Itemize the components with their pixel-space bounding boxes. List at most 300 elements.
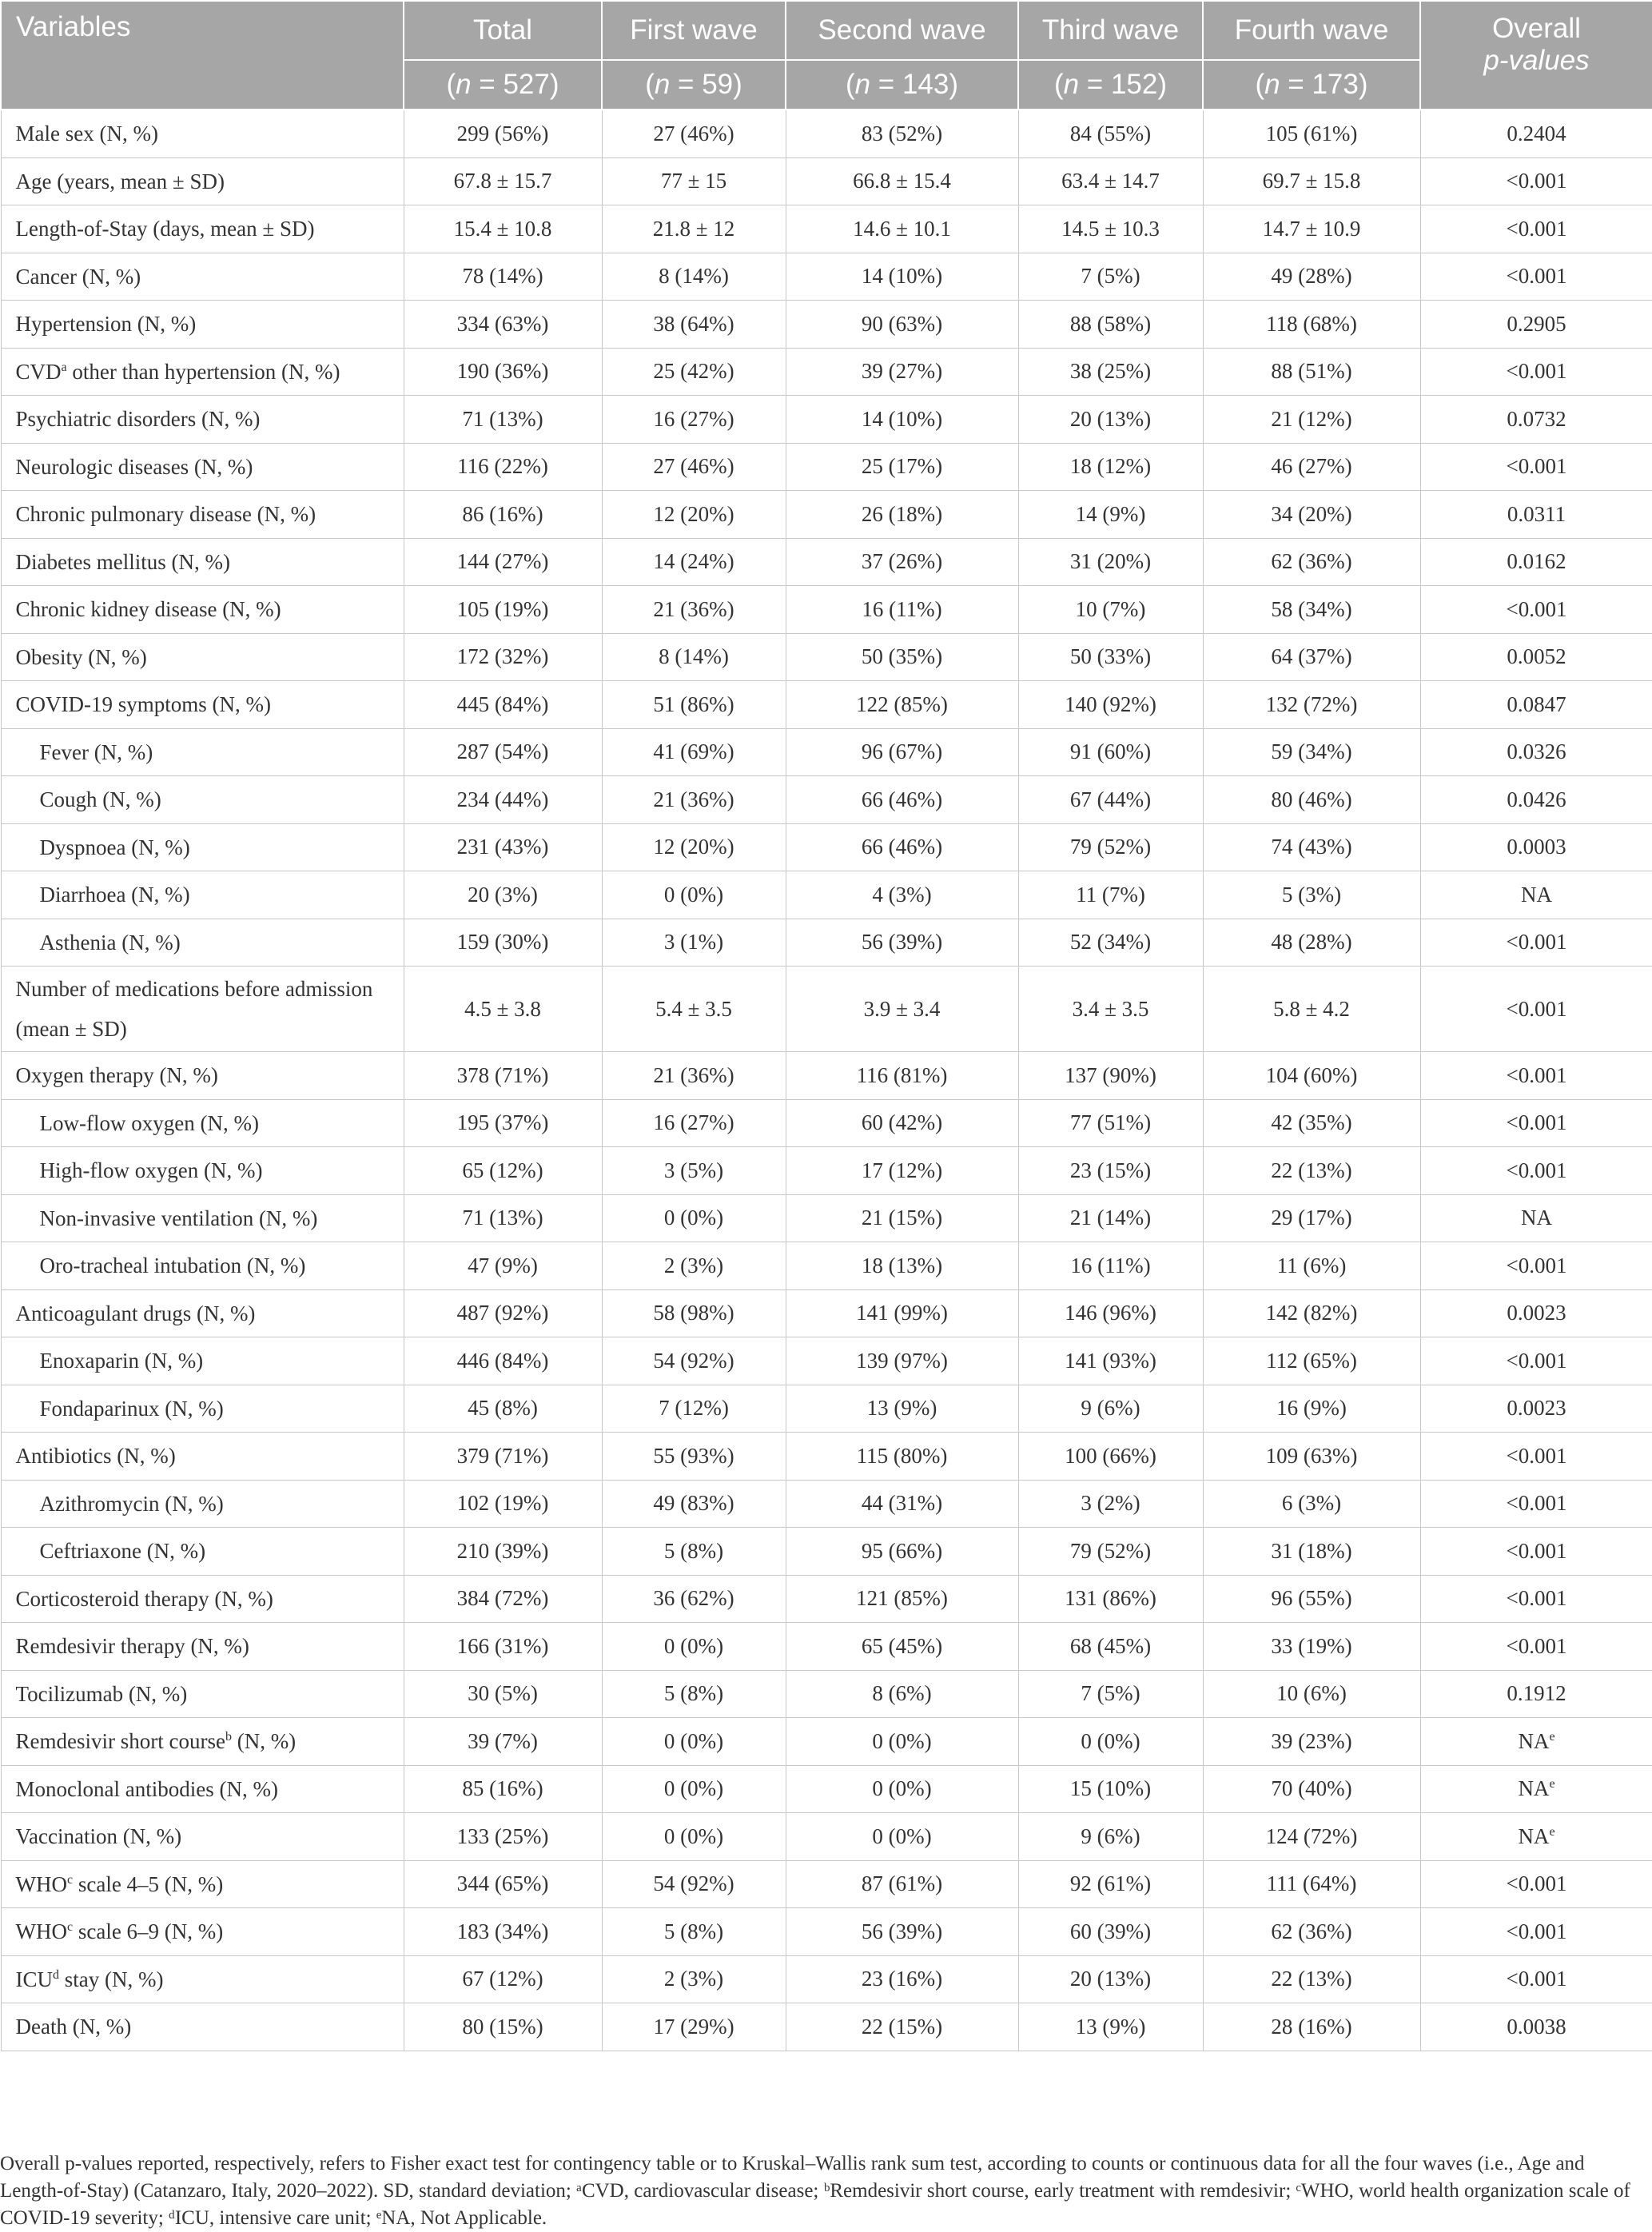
row-label-text: scale 4–5 (N, %) <box>73 1871 224 1896</box>
cell-fourth-wave-value: 42 (35%) <box>1271 1110 1352 1135</box>
cell-third-wave-value: 79 (52%) <box>1069 835 1152 859</box>
cell-total <box>404 776 602 824</box>
cell-total-value: 102 (19%) <box>456 1491 549 1516</box>
cell-p-value <box>1420 919 1652 967</box>
cell-total <box>404 1289 602 1337</box>
cell-third-wave <box>1018 681 1203 729</box>
row-label-text: Male sex (N, %) <box>15 122 158 146</box>
table-row <box>1 301 1652 349</box>
cell-p-value-value: NA <box>1521 882 1552 907</box>
cell-second-wave-value: 66 (46%) <box>861 787 943 811</box>
footnote-marker: e <box>1549 1729 1555 1744</box>
table-row <box>1 348 1652 396</box>
cell-p-value <box>1420 967 1652 1052</box>
cell-p-value <box>1420 110 1652 157</box>
cell-p-value-value: 0.0732 <box>1507 406 1566 431</box>
cell-third-wave <box>1018 633 1203 681</box>
table-row <box>1 1765 1652 1813</box>
cell-total-value: 116 (22%) <box>457 454 548 479</box>
row-label-text: Psychiatric disorders (N, %) <box>15 407 261 432</box>
cell-first-wave-value: 2 (3%) <box>663 1253 724 1277</box>
cell-p-value <box>1420 538 1652 586</box>
cell-third-wave <box>1018 396 1203 444</box>
cell-p-value-value: 0.0038 <box>1507 2014 1566 2039</box>
cell-fourth-wave-value: 5 (3%) <box>1281 882 1342 907</box>
cell-fourth-wave-value: 11 (6%) <box>1276 1253 1347 1277</box>
cell-first-wave-value: 54 (92%) <box>653 1871 734 1896</box>
cell-first-wave-value: 38 (64%) <box>653 311 734 336</box>
row-label-text: Neurologic diseases (N, %) <box>15 454 253 479</box>
cell-p-value-value: <0.001 <box>1506 454 1567 479</box>
row-label <box>1 1670 404 1718</box>
cell-p-value-value: 0.0162 <box>1507 549 1566 574</box>
cell-p-value <box>1420 157 1652 205</box>
cell-p-value <box>1420 1052 1652 1100</box>
cell-second-wave-value: 116 (81%) <box>856 1062 948 1087</box>
row-label-text: Ceftriaxone (N, %) <box>39 1539 206 1564</box>
row-label-text: Chronic kidney disease (N, %) <box>15 597 281 622</box>
cell-second-wave <box>786 1718 1018 1766</box>
cell-first-wave <box>602 776 786 824</box>
cell-third-wave-value: 13 (9%) <box>1075 2014 1146 2039</box>
cell-first-wave <box>602 538 786 586</box>
cell-fourth-wave <box>1203 1433 1420 1481</box>
table-row <box>1 871 1652 919</box>
cell-fourth-wave-value: 16 (9%) <box>1276 1396 1347 1421</box>
cell-third-wave-value: 141 (93%) <box>1065 1348 1156 1373</box>
cell-third-wave <box>1018 1718 1203 1766</box>
cell-total-value: 445 (84%) <box>456 692 549 716</box>
cell-total-value: 105 (19%) <box>456 596 549 621</box>
cell-total-value: 379 (71%) <box>456 1443 549 1468</box>
cell-total-value: 71 (13%) <box>462 406 543 431</box>
cell-p-value-value: 0.0426 <box>1507 787 1566 811</box>
cell-first-wave-value: 21.8 ± 12 <box>652 216 735 241</box>
cell-first-wave-value: 7 (12%) <box>659 1396 729 1421</box>
cell-second-wave <box>786 110 1018 157</box>
cell-third-wave-value: 137 (90%) <box>1065 1062 1156 1087</box>
cell-fourth-wave <box>1203 1575 1420 1623</box>
cell-total <box>404 1385 602 1433</box>
cell-fourth-wave-value: 14.7 ± 10.9 <box>1262 216 1361 241</box>
row-label-text: Length-of-Stay (days, mean ± SD) <box>15 217 315 241</box>
cell-total <box>404 967 602 1052</box>
cell-fourth-wave-value: 112 (65%) <box>1266 1348 1357 1373</box>
row-label-text: Cough (N, %) <box>39 787 161 812</box>
cell-second-wave-value: 139 (97%) <box>856 1348 948 1373</box>
row-label <box>1 348 404 396</box>
footnote-marker: b <box>225 1730 232 1744</box>
cell-third-wave <box>1018 586 1203 634</box>
cell-p-value <box>1420 1670 1652 1718</box>
cell-second-wave <box>786 157 1018 205</box>
cell-p-value <box>1420 491 1652 539</box>
cell-fourth-wave-value: 109 (63%) <box>1265 1443 1358 1468</box>
table-row <box>1 157 1652 205</box>
cell-second-wave-value: 18 (13%) <box>861 1253 943 1277</box>
cell-second-wave-value: 0 (0%) <box>872 1776 932 1801</box>
cell-second-wave <box>786 205 1018 253</box>
cell-p-value-value: <0.001 <box>1506 1253 1567 1277</box>
cell-p-value-value: <0.001 <box>1506 1967 1567 1991</box>
cell-p-value-value: <0.001 <box>1506 1871 1567 1896</box>
cell-third-wave <box>1018 871 1203 919</box>
cell-third-wave-value: 21 (14%) <box>1069 1206 1152 1230</box>
cell-first-wave-value: 14 (24%) <box>653 549 734 574</box>
cell-fourth-wave-value: 118 (68%) <box>1266 311 1357 336</box>
cell-fourth-wave <box>1203 681 1420 729</box>
cell-p-value <box>1420 2003 1652 2051</box>
cell-p-value <box>1420 633 1652 681</box>
cell-second-wave <box>786 1765 1018 1813</box>
cell-p-value-value: 0.2404 <box>1507 121 1566 145</box>
row-label <box>1 491 404 539</box>
cell-fourth-wave <box>1203 1623 1420 1671</box>
cell-first-wave-value: 27 (46%) <box>653 454 734 479</box>
cell-second-wave-value: 0 (0%) <box>872 1823 932 1848</box>
cell-total-value: 80 (15%) <box>462 2014 543 2039</box>
cell-third-wave <box>1018 2003 1203 2051</box>
table-row <box>1 110 1652 157</box>
row-label-text: Oro-tracheal intubation (N, %) <box>39 1254 306 1278</box>
cell-p-value-value: 0.0326 <box>1507 739 1566 764</box>
cell-second-wave-value: 87 (61%) <box>861 1871 943 1896</box>
cell-third-wave <box>1018 1147 1203 1195</box>
cell-first-wave <box>602 1480 786 1528</box>
cell-first-wave-value: 2 (3%) <box>663 1967 724 1991</box>
cell-p-value-value: <0.001 <box>1506 169 1567 193</box>
n-value: 152 <box>1110 69 1158 100</box>
cell-first-wave <box>602 1908 786 1956</box>
n-value: 527 <box>503 69 550 100</box>
cell-third-wave-value: 0 (0%) <box>1081 1728 1140 1753</box>
cell-first-wave-value: 51 (86%) <box>653 692 734 716</box>
cell-first-wave <box>602 633 786 681</box>
cell-first-wave <box>602 1813 786 1861</box>
cell-fourth-wave <box>1203 823 1420 871</box>
cell-first-wave-value: 0 (0%) <box>663 1776 724 1801</box>
row-label <box>1 776 404 824</box>
cell-p-value <box>1420 205 1652 253</box>
cell-p-value <box>1420 1385 1652 1433</box>
cell-p-value <box>1420 1433 1652 1481</box>
cell-p-value <box>1420 1337 1652 1385</box>
cell-second-wave <box>786 823 1018 871</box>
header-third-wave: Third wave <box>1018 1 1203 60</box>
cell-fourth-wave-value: 33 (19%) <box>1271 1633 1352 1658</box>
row-label <box>1 1099 404 1147</box>
header-n-wave1: (n = 59) <box>602 60 786 110</box>
cell-total <box>404 1480 602 1528</box>
row-label <box>1 1194 404 1242</box>
cell-p-value <box>1420 253 1652 301</box>
cell-total <box>404 681 602 729</box>
cell-third-wave <box>1018 1528 1203 1576</box>
cell-p-value-value: NA <box>1518 1776 1550 1801</box>
header-overall-p-values <box>1420 1 1652 110</box>
cell-third-wave-value: 84 (55%) <box>1069 121 1152 145</box>
cell-second-wave-value: 14.6 ± 10.1 <box>853 216 951 241</box>
footnote-marker: c <box>66 1920 74 1935</box>
cell-first-wave <box>602 728 786 776</box>
cell-second-wave <box>786 491 1018 539</box>
cell-fourth-wave <box>1203 2003 1420 2051</box>
cell-p-value <box>1420 1528 1652 1576</box>
cell-fourth-wave-value: 105 (61%) <box>1265 121 1358 145</box>
cell-second-wave <box>786 1433 1018 1481</box>
cell-second-wave <box>786 681 1018 729</box>
table-row <box>1 538 1652 586</box>
cell-p-value-value: <0.001 <box>1506 216 1567 241</box>
cell-p-value-value: <0.001 <box>1506 1919 1567 1943</box>
cell-second-wave-value: 60 (42%) <box>861 1110 943 1135</box>
table-row <box>1 633 1652 681</box>
row-label <box>1 301 404 349</box>
cell-third-wave-value: 18 (12%) <box>1069 454 1152 479</box>
table-row <box>1 396 1652 444</box>
cell-second-wave <box>786 1289 1018 1337</box>
cell-fourth-wave <box>1203 967 1420 1052</box>
table-row <box>1 491 1652 539</box>
row-label <box>1 157 404 205</box>
cell-total-value: 299 (56%) <box>456 121 549 145</box>
table-row <box>1 205 1652 253</box>
cell-first-wave <box>602 823 786 871</box>
cell-third-wave <box>1018 1623 1203 1671</box>
cell-second-wave-value: 16 (11%) <box>862 596 942 621</box>
cell-first-wave <box>602 1052 786 1100</box>
cell-third-wave <box>1018 1670 1203 1718</box>
n-value: 59 <box>702 69 734 100</box>
cell-first-wave <box>602 301 786 349</box>
cell-second-wave-value: 3.9 ± 3.4 <box>863 996 941 1021</box>
cell-total-value: 190 (36%) <box>456 359 549 384</box>
cell-second-wave <box>786 1955 1018 2003</box>
cell-second-wave <box>786 1528 1018 1576</box>
table-row <box>1 1433 1652 1481</box>
cell-fourth-wave-value: 69.7 ± 15.8 <box>1262 169 1361 193</box>
cell-fourth-wave <box>1203 1528 1420 1576</box>
header-fourth-wave: Fourth wave <box>1203 1 1420 60</box>
cell-p-value <box>1420 1289 1652 1337</box>
row-label <box>1 1908 404 1956</box>
cell-total <box>404 633 602 681</box>
table-row <box>1 1860 1652 1908</box>
cell-third-wave-value: 60 (39%) <box>1069 1919 1152 1943</box>
cell-second-wave <box>786 776 1018 824</box>
cell-total-value: 71 (13%) <box>462 1206 543 1230</box>
table-row <box>1 1052 1652 1100</box>
cell-first-wave-value: 5 (8%) <box>663 1681 724 1706</box>
cell-second-wave-value: 13 (9%) <box>866 1396 937 1421</box>
cell-third-wave <box>1018 1337 1203 1385</box>
footnote-marker: a <box>61 360 67 374</box>
cell-second-wave <box>786 301 1018 349</box>
row-label <box>1 443 404 491</box>
cell-total-value: 67 (12%) <box>462 1967 543 1991</box>
table-row <box>1 1670 1652 1718</box>
row-label-text: Diabetes mellitus (N, %) <box>15 549 230 574</box>
cell-p-value <box>1420 1242 1652 1290</box>
cell-second-wave-value: 122 (85%) <box>856 692 948 716</box>
cell-total-value: 334 (63%) <box>456 311 549 336</box>
table-header <box>1 1 1652 110</box>
cell-first-wave <box>602 1385 786 1433</box>
cell-first-wave-value: 77 ± 15 <box>660 169 727 193</box>
row-label-text: Diarrhoea (N, %) <box>39 883 190 907</box>
cell-third-wave-value: 14 (9%) <box>1075 501 1146 526</box>
header-second-wave: Second wave <box>786 1 1018 60</box>
cell-p-value-value: 0.0003 <box>1507 835 1566 859</box>
cell-p-value <box>1420 348 1652 396</box>
cell-fourth-wave-value: 74 (43%) <box>1271 835 1352 859</box>
row-label <box>1 871 404 919</box>
row-label-text: Azithromycin (N, %) <box>39 1491 224 1516</box>
cell-fourth-wave-value: 10 (6%) <box>1276 1681 1347 1706</box>
cell-total <box>404 157 602 205</box>
cell-total-value: 30 (5%) <box>468 1681 538 1706</box>
cell-fourth-wave <box>1203 1670 1420 1718</box>
cell-first-wave-value: 21 (36%) <box>653 787 734 811</box>
row-label <box>1 110 404 157</box>
cell-second-wave <box>786 1480 1018 1528</box>
cell-p-value <box>1420 443 1652 491</box>
cell-fourth-wave <box>1203 586 1420 634</box>
cell-fourth-wave <box>1203 110 1420 157</box>
cell-fourth-wave-value: 46 (27%) <box>1271 454 1352 479</box>
cell-second-wave <box>786 1670 1018 1718</box>
cell-total <box>404 443 602 491</box>
cell-second-wave-value: 37 (26%) <box>861 549 943 574</box>
cell-total-value: 78 (14%) <box>462 264 543 289</box>
cell-first-wave-value: 0 (0%) <box>663 1206 724 1230</box>
row-label-text: Dyspnoea (N, %) <box>39 835 190 859</box>
cell-fourth-wave-value: 28 (16%) <box>1271 2014 1352 2039</box>
table-row <box>1 919 1652 967</box>
table-row <box>1 728 1652 776</box>
cell-total <box>404 1052 602 1100</box>
cell-third-wave-value: 91 (60%) <box>1069 739 1152 764</box>
table-row <box>1 1955 1652 2003</box>
cell-third-wave <box>1018 491 1203 539</box>
row-label-text: (N, %) <box>231 1729 297 1754</box>
row-label-text: WHO <box>15 1919 67 1944</box>
cell-fourth-wave <box>1203 1147 1420 1195</box>
cell-second-wave <box>786 586 1018 634</box>
cell-first-wave-value: 5 (8%) <box>663 1538 724 1563</box>
cell-second-wave <box>786 253 1018 301</box>
row-label <box>1 538 404 586</box>
cell-third-wave <box>1018 1908 1203 1956</box>
cell-third-wave <box>1018 1194 1203 1242</box>
n-label: n <box>654 69 671 100</box>
cell-total-value: 39 (7%) <box>468 1728 538 1753</box>
cell-fourth-wave-value: 29 (17%) <box>1271 1206 1352 1230</box>
cell-total <box>404 1718 602 1766</box>
row-label <box>1 1860 404 1908</box>
cell-total-value: 86 (16%) <box>462 501 543 526</box>
cell-total <box>404 253 602 301</box>
cell-total-value: 487 (92%) <box>456 1301 549 1325</box>
cell-p-value <box>1420 728 1652 776</box>
cell-second-wave <box>786 1813 1018 1861</box>
cell-second-wave-value: 4 (3%) <box>872 882 932 907</box>
cell-third-wave-value: 38 (25%) <box>1069 359 1152 384</box>
cell-total-value: 15.4 ± 10.8 <box>453 216 552 241</box>
n-label: n <box>1063 69 1080 100</box>
table-footnote: Overall p-values reported, respectively, refers to Fisher exact test for contingency table or to Kruskal–Wallis rank sum test, according to counts or continuous data for all the four waves (i.e., Age and Length-of-Stay) (Catanzaro, Italy, 2020–2022). SD, standard deviation; ᵃCVD, cardiovascular disease; ᵇRemdesivir short course, early treatment with remdesivir; ᶜWHO, world health organization scale of COVID-19 severity; ᵈICU, intensive care unit; ᵉNA, Not Applicable. <box>0 2153 1630 2229</box>
header-pvalue-line1: Overall <box>1492 13 1581 44</box>
cell-first-wave <box>602 1860 786 1908</box>
cell-total-value: 144 (27%) <box>456 549 549 574</box>
table-row <box>1 443 1652 491</box>
row-label <box>1 1242 404 1290</box>
cell-third-wave <box>1018 157 1203 205</box>
table-row <box>1 1575 1652 1623</box>
cell-third-wave-value: 23 (15%) <box>1069 1158 1152 1182</box>
cell-p-value <box>1420 823 1652 871</box>
cell-second-wave-value: 17 (12%) <box>861 1158 943 1182</box>
cell-third-wave <box>1018 728 1203 776</box>
row-label <box>1 1623 404 1671</box>
table-row <box>1 1099 1652 1147</box>
row-label-text: Death (N, %) <box>15 2015 132 2039</box>
cell-third-wave-value: 140 (92%) <box>1065 692 1156 716</box>
footnote-marker: e <box>1549 1824 1555 1839</box>
cell-first-wave <box>602 1718 786 1766</box>
cell-fourth-wave <box>1203 728 1420 776</box>
cell-total-value: 183 (34%) <box>456 1919 549 1943</box>
cell-total <box>404 1099 602 1147</box>
cell-third-wave-value: 16 (11%) <box>1070 1253 1151 1277</box>
cell-first-wave-value: 8 (14%) <box>659 264 729 289</box>
row-label-text: Cancer (N, %) <box>15 264 141 289</box>
cell-second-wave <box>786 1908 1018 1956</box>
cell-total-value: 210 (39%) <box>456 1538 549 1563</box>
cell-second-wave-value: 44 (31%) <box>861 1491 943 1516</box>
cell-total-value: 166 (31%) <box>456 1633 549 1658</box>
cell-first-wave <box>602 205 786 253</box>
cell-p-value <box>1420 681 1652 729</box>
cell-first-wave-value: 16 (27%) <box>653 406 734 431</box>
cell-fourth-wave-value: 80 (46%) <box>1271 787 1352 811</box>
cell-fourth-wave <box>1203 871 1420 919</box>
cell-p-value <box>1420 1099 1652 1147</box>
cell-third-wave <box>1018 1242 1203 1290</box>
cell-third-wave-value: 20 (13%) <box>1069 1967 1152 1991</box>
cell-fourth-wave <box>1203 919 1420 967</box>
cell-fourth-wave <box>1203 443 1420 491</box>
row-label-text: Vaccination (N, %) <box>15 1824 182 1849</box>
cell-total <box>404 1670 602 1718</box>
cell-first-wave-value: 36 (62%) <box>653 1586 734 1611</box>
cell-p-value-value: <0.001 <box>1506 596 1567 621</box>
row-label <box>1 633 404 681</box>
cell-second-wave-value: 56 (39%) <box>861 1919 943 1943</box>
cell-fourth-wave <box>1203 1860 1420 1908</box>
cell-first-wave <box>602 1242 786 1290</box>
cell-second-wave-value: 0 (0%) <box>872 1728 932 1753</box>
cell-second-wave-value: 23 (16%) <box>861 1967 943 1991</box>
cell-total-value: 65 (12%) <box>462 1158 543 1182</box>
row-label <box>1 823 404 871</box>
cell-third-wave <box>1018 1433 1203 1481</box>
cell-fourth-wave-value: 34 (20%) <box>1271 501 1352 526</box>
cell-first-wave-value: 27 (46%) <box>653 121 734 145</box>
cell-fourth-wave <box>1203 157 1420 205</box>
row-label <box>1 1575 404 1623</box>
cell-third-wave-value: 9 (6%) <box>1081 1823 1140 1848</box>
